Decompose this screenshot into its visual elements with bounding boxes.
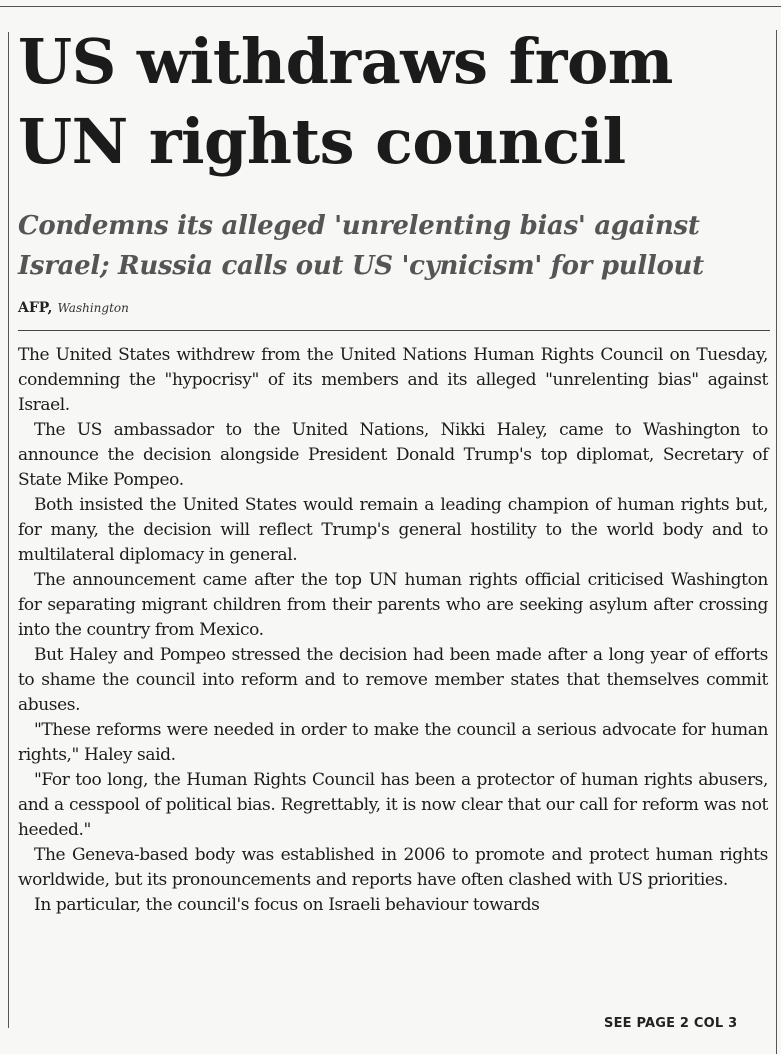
- byline-dateline: Washington: [57, 301, 129, 315]
- body-paragraph: The United States withdrew from the United Nations Human Rights Council on Tuesday, condemning the "hypocrisy" of its members and its alleged "unrelenting bias" against Israel.: [18, 345, 768, 415]
- body-paragraph: The US ambassador to the United Nations, Nikki Haley, came to Washington to announce the decision alongside President Donald Trump's top diplomat, Secretary of State Mike Pompeo.: [18, 420, 768, 490]
- subheadline-deck: Condemns its alleged 'unrelenting bias' against Israel; Russia calls out US 'cynicism' for pullout: [18, 211, 704, 281]
- body-paragraph: In particular, the council's focus on Israeli behaviour towards: [34, 895, 540, 915]
- left-column-rule: [8, 32, 9, 1028]
- body-paragraph: The announcement came after the top UN human rights official criticised Washington for separating migrant children from their parents who are seeking asylum after crossing into the country from Mexico.: [18, 570, 768, 640]
- news-article: [18, 22, 768, 918]
- headline: US withdraws from UN rights council: [18, 25, 673, 178]
- body-paragraph: "For too long, the Human Rights Council has been a protector of human rights abusers, and a cesspool of political bias. Regrettably, it is now clear that our call for reform was not heeded.": [18, 770, 768, 840]
- right-column-rule: [776, 30, 777, 1054]
- top-rule: [0, 6, 781, 7]
- article-body: [18, 343, 768, 918]
- byline: [18, 296, 768, 318]
- byline-agency: AFP,: [18, 300, 53, 316]
- body-paragraph: "These reforms were needed in order to make the council a serious advocate for human rights," Haley said.: [18, 720, 768, 765]
- body-paragraph: But Haley and Pompeo stressed the decision had been made after a long year of efforts to shame the council into reform and to remove member states that themselves commit abuses.: [18, 645, 768, 715]
- byline-divider: [18, 330, 770, 331]
- body-paragraph: Both insisted the United States would remain a leading champion of human rights but, for many, the decision will reflect Trump's general hostility to the world body and to multilateral diplomacy in general.: [18, 495, 768, 565]
- body-paragraph: The Geneva-based body was established in 2006 to promote and protect human rights worldwide, but its pronouncements and reports have often clashed with US priorities.: [18, 845, 768, 890]
- continued-on-jump-line: SEE PAGE 2 COL 3: [604, 1016, 738, 1031]
